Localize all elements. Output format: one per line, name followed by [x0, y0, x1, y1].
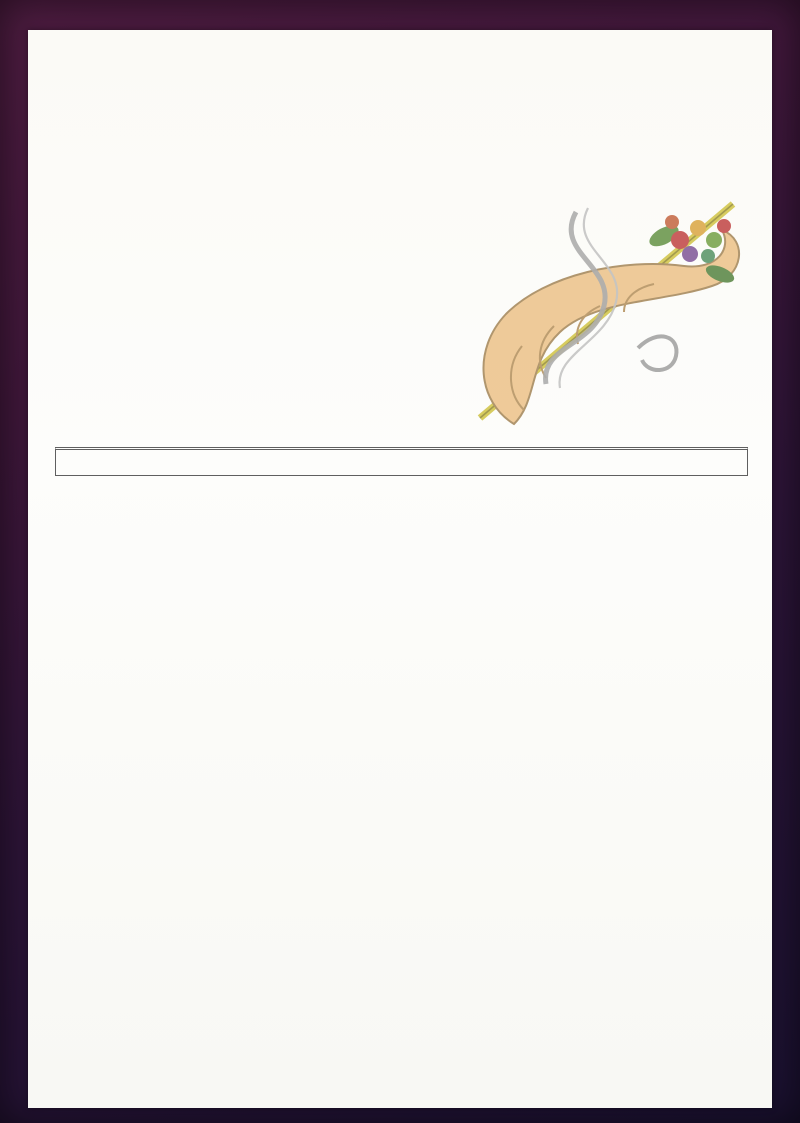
document-page: [28, 30, 772, 1108]
signatures-table: [55, 447, 748, 476]
cornucopia-emblem-icon: [428, 178, 773, 440]
table-header-row: [56, 450, 747, 475]
